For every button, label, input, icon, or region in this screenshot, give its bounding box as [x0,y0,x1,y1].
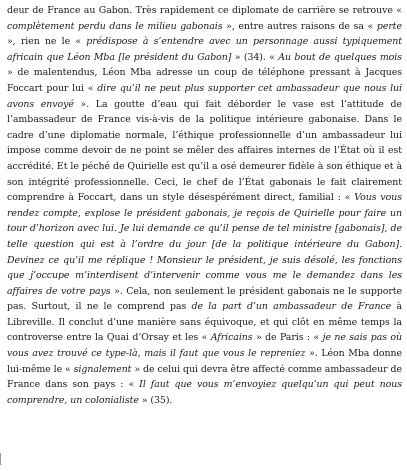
body-paragraph [7,3,402,408]
italic-quote-run: perte [376,20,402,32]
italic-quote-run: complètement perdu dans le milieu gabonais [7,20,223,32]
italic-quote-run: Il faut que vous m’envoyiez quelqu’un qui peut nous comprendre, un colonialiste [7,379,402,406]
italic-quote-run: Vous vous rendez compte, explose le président gabonais, je reçois de Quirielle pour faire un tour d’horizon avec lui. Je lui demande ce qu’il pense de tel ministre [gabonais], de telle question qui est à l’ordre du jour [de la politique intérieure du Gabon]. Devinez ce qu’il me réplique ! Monsieur le président, je suis désolé, les fonctions que j’occupe m’interdisent d’intervenir comme vous me le demandez dans les affaires de votre pays [7,192,402,297]
italic-quote-run: Au bout de quelques mois [278,51,402,63]
text-run: ». Léon Mba donne lui-même le « [7,348,402,375]
text-run: ». La goutte d’eau qui fait déborder le vase est l’attitude de l’ambassadeur de France vis-à-vis de la politique intérieure gabonaise. Dans le cadre d’une diplomatie normale, l’éthique professionnelle d’un ambassadeur lui impose comme devoir de ne point se mêler des affaires internes de l’État où il est accrédité. Et le péché de Quirielle est qu’il a osé demeurer fidèle à son éthique et à son intégrité professionnelle. Ceci, le chef de l’État gabonais le fait clairement comprendre à Foccart, dans un style désespérément direct, familial : « [7,98,402,204]
text-run: » (35). [138,394,173,406]
italic-quote-run: je ne sais pas où vous avez trouvé ce type-là, mais il faut que vous le repreniez [7,332,403,360]
italic-quote-run: Africains [210,332,253,344]
text-run: » de celui qui devra être affecté comme ambassadeur de France dans son pays : « [7,363,403,391]
text-run: » (34). « [231,51,279,63]
italic-quote-run: prédispose à s’entendre avec un personnage aussi typiquement africain que Léon Mba [le président du Gabon] [7,36,402,63]
text-run: deur de France au Gabon. Très rapidement ce diplomate de carrière se retrouve « [7,5,402,16]
text-run: » de Paris : « [252,332,323,344]
italic-quote-run: de la part d’un ambassadeur de France [191,301,392,313]
text-run: » de malentendus, Léon Mba adresse un coup de téléphone pressant à Jacques Foccart pour lui « [7,67,402,94]
page-edge-mark [0,453,4,465]
italic-quote-run: dire qu’il ne peut plus supporter cet ambassadeur que nous lui avons envoyé [7,82,402,110]
italic-quote-run: signalement [73,363,132,375]
text-run: », entre autres raisons de sa « [222,20,377,32]
text-run: », rien ne le « [7,36,87,48]
text-run: à Libreville. Il conclut d’une manière sans équivoque, et qui clôt en même temps la controverse entre la Quai d’Orsay et les « [7,301,402,344]
document-page [7,3,402,408]
text-run: ». Cela, non seulement le président gabonais ne le supporte pas. Surtout, il ne le comprend pas [7,285,402,313]
